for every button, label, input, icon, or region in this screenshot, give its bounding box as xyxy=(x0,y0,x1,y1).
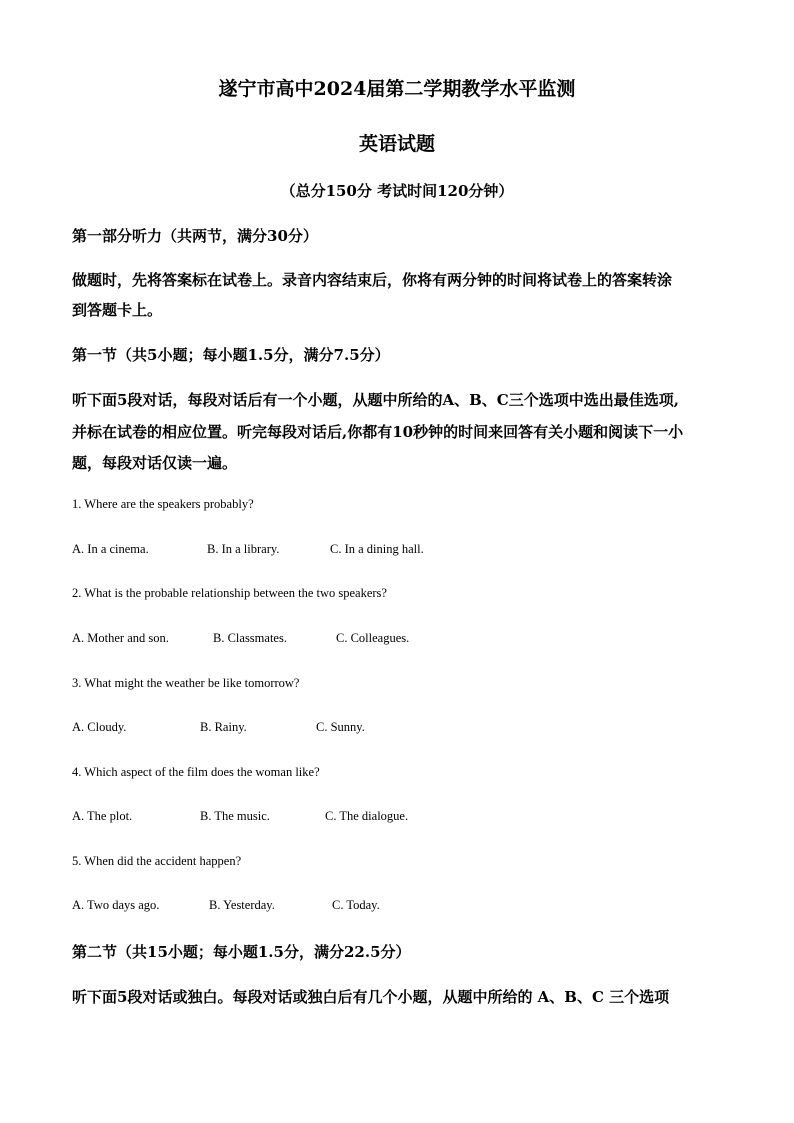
exam-title: 遂宁市高中2024届第二学期教学水平监测 xyxy=(218,78,576,100)
question-option-a: A. In a cinema. xyxy=(72,542,149,556)
question-option-c: C. The dialogue. xyxy=(325,809,409,823)
question-option-b: B. Yesterday. xyxy=(209,898,275,912)
part1-instruction-line: 到答题卡上。 xyxy=(72,301,163,319)
question-option-a: A. The plot. xyxy=(72,809,133,823)
question-stem: 2. What is the probable relationship between the two speakers? xyxy=(72,586,387,600)
question-stem: 5. When did the accident happen? xyxy=(72,854,242,868)
section1-instruction-line: 并标在试卷的相应位置。听完每段对话后,你都有10秒钟的时间来回答有关小题和阅读下一小 xyxy=(72,423,684,441)
question-option-a: A. Two days ago. xyxy=(72,898,160,912)
question-option-b: B. Rainy. xyxy=(200,720,247,734)
question-stem: 4. Which aspect of the film does the woman like? xyxy=(72,765,320,779)
exam-meta: （总分150分 考试时间120分钟） xyxy=(280,182,514,200)
part1-instruction-line: 做题时，先将答案标在试卷上。录音内容结束后，你将有两分钟的时间将试卷上的答案转涂 xyxy=(72,271,673,289)
part1-heading: 第一部分听力（共两节，满分30分） xyxy=(72,227,318,245)
question-option-c: C. Colleagues. xyxy=(336,631,410,645)
question-option-b: B. In a library. xyxy=(207,542,280,556)
question-option-b: B. The music. xyxy=(200,809,270,823)
question-option-a: A. Mother and son. xyxy=(72,631,169,645)
question-stem: 3. What might the weather be like tomorrow? xyxy=(72,676,300,690)
question-option-a: A. Cloudy. xyxy=(72,720,127,734)
section2-instruction-line: 听下面5段对话或独白。每段对话或独白后有几个小题，从题中所给的 A、B、C 三个选项 xyxy=(72,988,670,1006)
section1-heading: 第一节（共5小题；每小题1.5分，满分7.5分） xyxy=(72,346,390,364)
section2-heading: 第二节（共15小题；每小题1.5分，满分22.5分） xyxy=(72,943,411,961)
question-option-b: B. Classmates. xyxy=(213,631,287,645)
question-stem: 1. Where are the speakers probably? xyxy=(72,497,254,511)
section1-instruction-line: 题，每段对话仅读一遍。 xyxy=(72,454,238,472)
question-option-c: C. In a dining hall. xyxy=(330,542,424,556)
exam-subject: 英语试题 xyxy=(358,133,435,155)
question-option-c: C. Sunny. xyxy=(316,720,365,734)
section1-instruction-line: 听下面5段对话，每段对话后有一个小题，从题中所给的A、B、C三个选项中选出最佳选项, xyxy=(72,391,679,409)
question-option-c: C. Today. xyxy=(332,898,380,912)
